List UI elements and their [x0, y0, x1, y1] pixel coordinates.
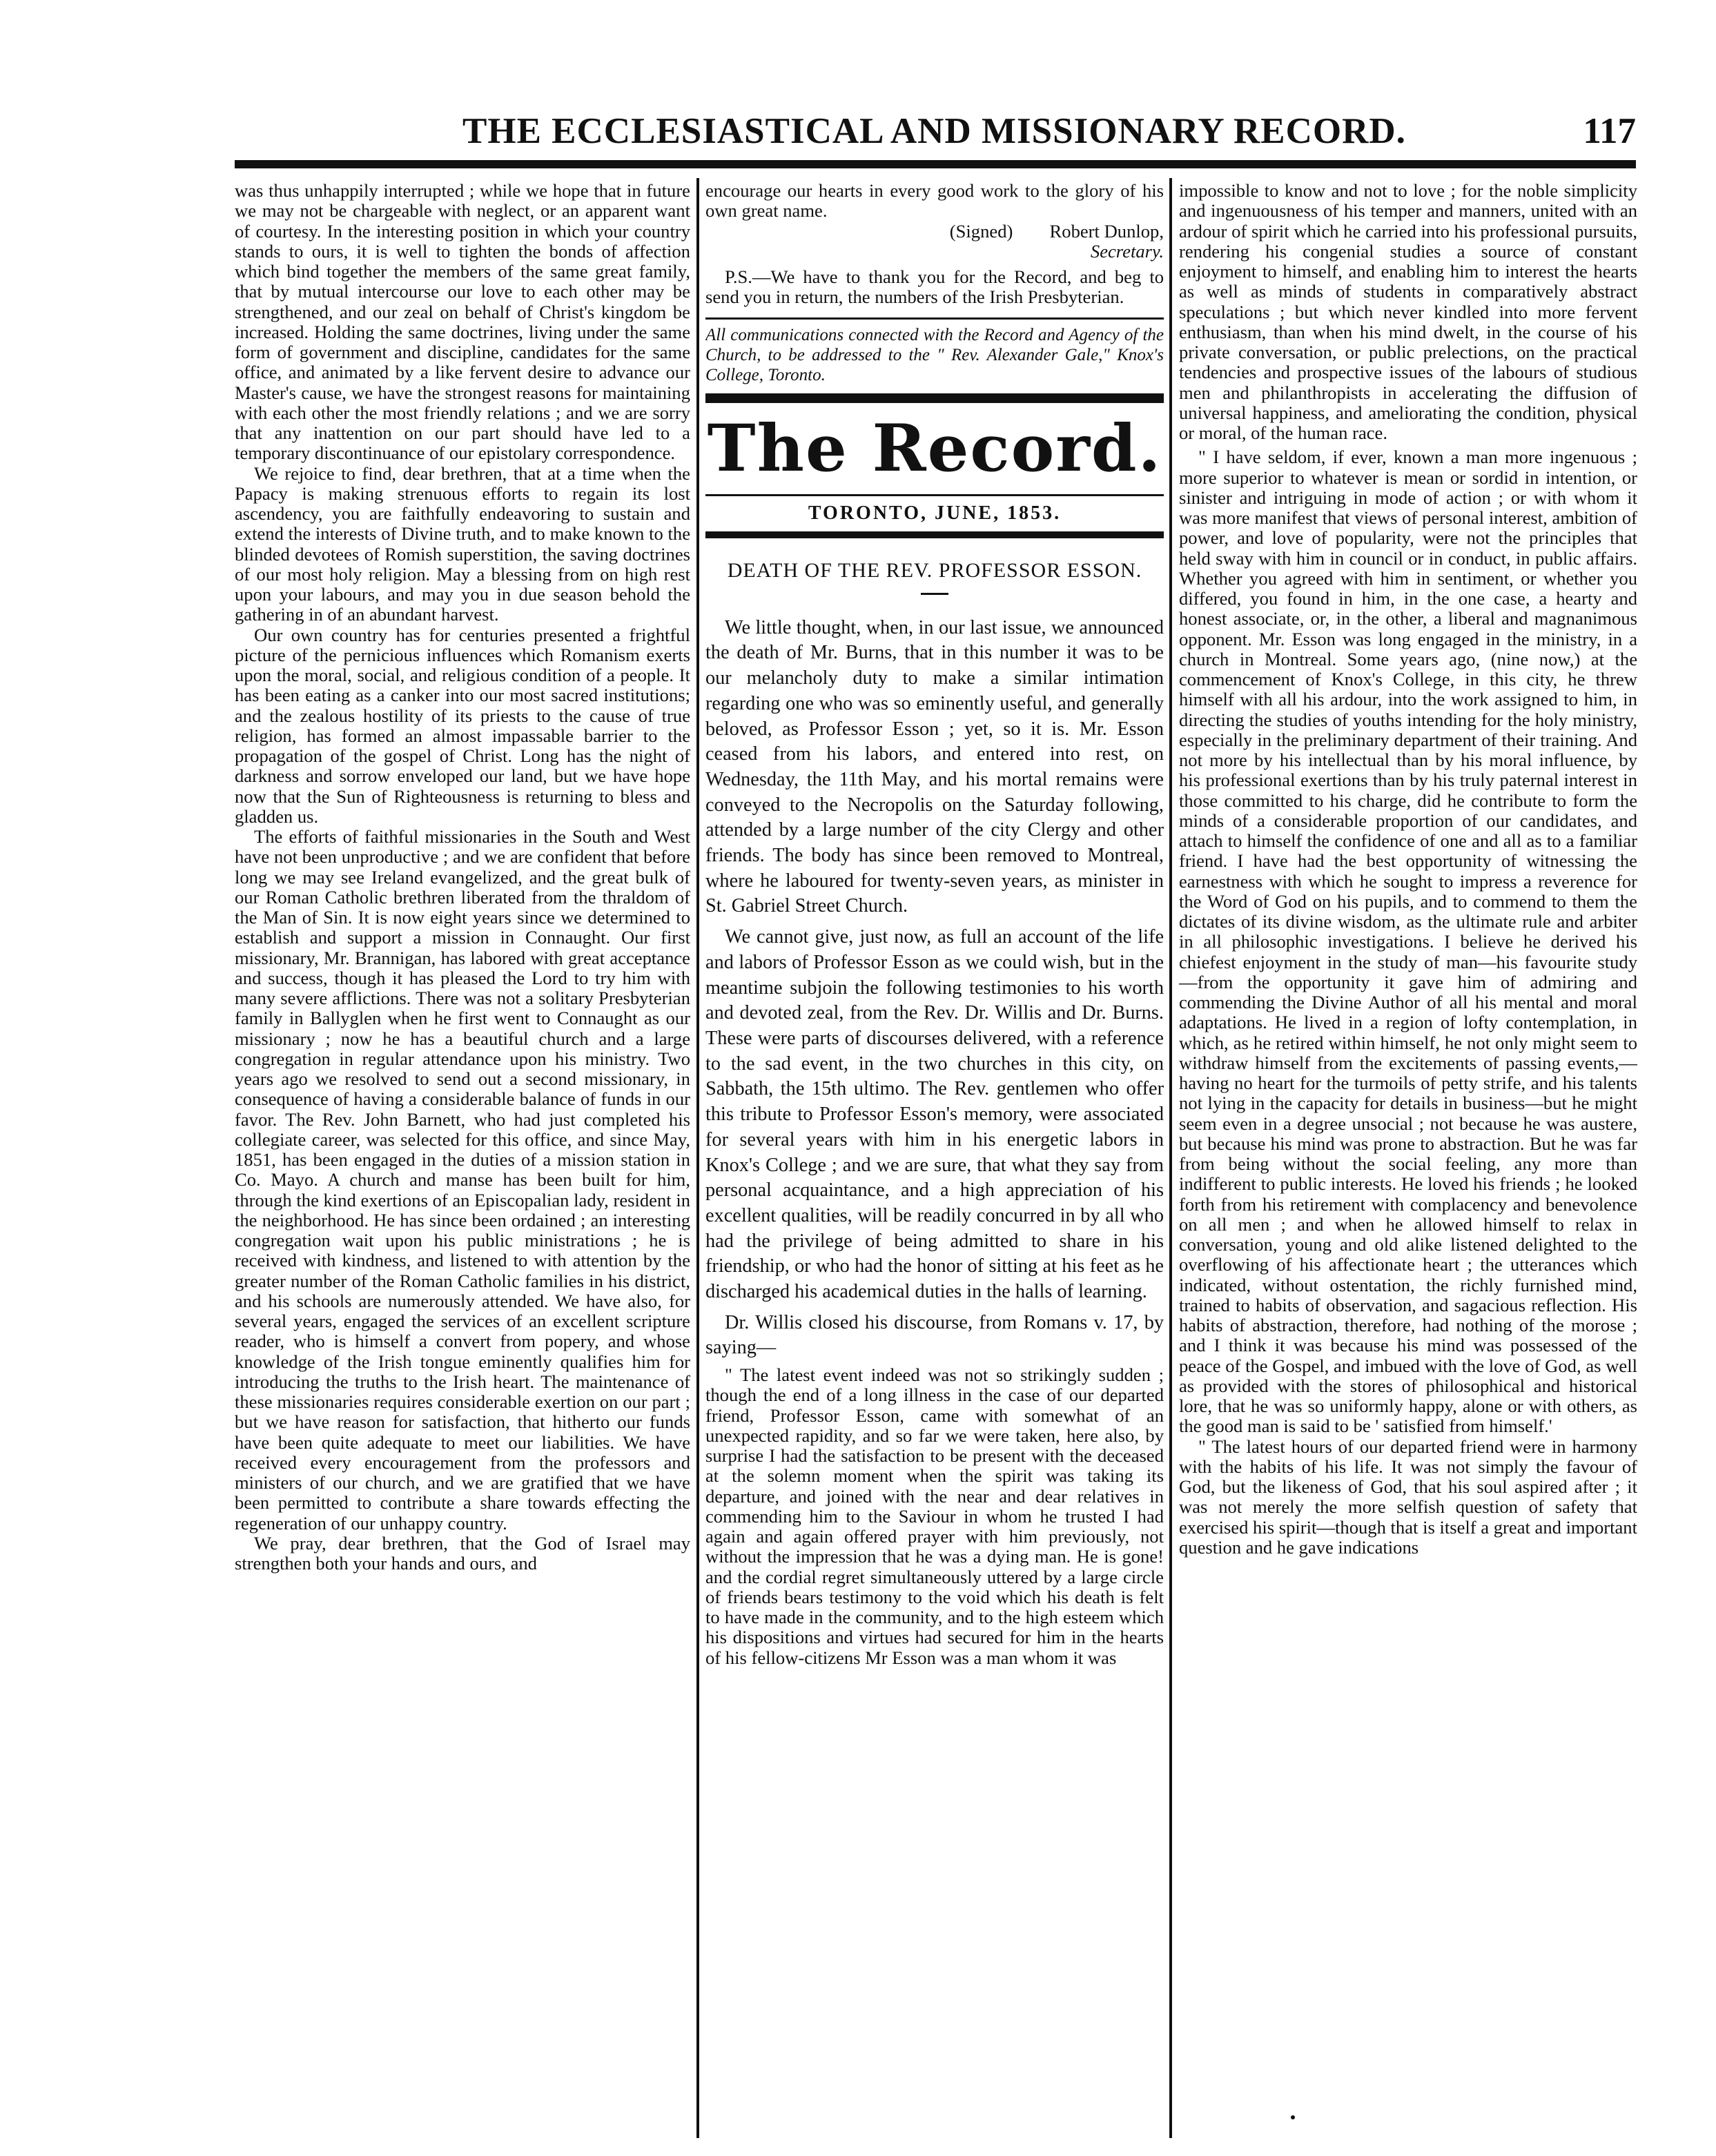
signature: (Signed) Robert Dunlop,: [949, 220, 1164, 242]
print-mark: [1291, 2115, 1295, 2119]
header-rule: [235, 160, 1636, 168]
dateline: TORONTO, JUNE, 1853.: [808, 502, 1062, 524]
paragraph: " The latest hours of our departed friend were in harmony with the habits of his life. It was not simply the favour of God, but the likeness of God, that his soul aspired after ; it was not merely the more selfish question of safety that exercised his spirit—though that is itself a great and important question and he gave indications: [1179, 1435, 1637, 1558]
quotation: [705, 1365, 1164, 1668]
column-rule-1: [696, 178, 699, 2138]
paragraph: We rejoice to find, dear brethren, that at a time when the Papacy is making strenuous efforts to regain its lost ascendency, you are faithfully endeavoring to sustain and extend the interests of Divine truth, and to make known to the blinded devotees of Romish superstition, the saving doctrines of our most holy religion. May a blessing from on high rest upon your labours, and may you in due season behold the gathering in of an abundant harvest.: [235, 462, 690, 625]
paragraph: The efforts of faithful missionaries in the South and West have not been unproductive ; and we are confident that before long we may see Ireland evangelized, and the great bulk of our Roman Catholic brethren liberated from the thraldom of the Man of Sin. It is now eight years since we determined to establish and support a mission in Connaught. Our first missionary, Mr. Brannigan, has labored with great acceptance and success, though it has pleased the Lord to try him with many severe afflictions. There was not a solitary Presbyterian family in Ballyglen when he first went to Connaught as our missionary ; now he has a beautiful church and a large congregation in regular attendance upon his ministry. Two years ago we resolved to send out a second missionary, in consequence of having a considerable balance of funds in our favor. The Rev. John Barnett, who had just completed his collegiate career, was selected for this office, and since May, 1851, has been engaged in the duties of a mission station in Co. Mayo. A church and manse has been built for him, through the kind exertions of an Episcopalian lady, resident in the neighborhood. He has since been ordained ; an interesting congregation wait upon his public ministrations ; he is received with kindness, and listened to with attention by the greater number of the Roman Catholic families in his district, and his schools are numerously attended. We have also, for several years, engaged the services of an excellent scripture reader, who is himself a convert from popery, and whose knowledge of the Irish tongue eminently qualifies him for introducing the truths to the Irish heart. The maintenance of these missionaries requires considerable exertion on our part ; but we have reason for satisfaction, that hitherto our funds have been quite adequate to meet our liabilities. We have received every encouragement from the professors and ministers of our church, and we are gratified that we have been permitted to contribute a share towards effecting the regeneration of our unhappy country.: [235, 826, 690, 1533]
paragraph: We cannot give, just now, as full an account of the life and labors of Professor Esson as we could wish, but in the meantime subjoin the following testimonies to his worth and devoted zeal, from the Rev. Dr. Willis and Dr. Burns. These were parts of discourses delivered, with a reference to the sad event, in the two churches in this city, on Sabbath, the 15th ultimo. The Rev. gentlemen who offer this tribute to Professor Esson's memory, were associated for several years with him in his energetic labors in Knox's College ; and we are sure, that what they say from personal acquaintance, and a high appreciation of his excellent qualities, will be readily concurred in by all who had the privilege of being admitted to share in his friendship, or who had the honor of sitting at his feet as he discharged his academical duties in the halls of learning.: [705, 926, 1164, 1303]
article-body: [705, 616, 1164, 1361]
masthead-rule: [705, 494, 1164, 496]
paragraph: Our own country has for centuries presented a frightful picture of the pernicious influences which Romanism exerts upon the moral, social, and religious condition of a people. It has been eating as a canker into our most sacred institutions; and the zealous hostility of its priests to the cause of true religion, has formed an almost impassable barrier to the propagation of the gospel of Christ. Long has the night of darkness and sorrow enveloped our land, but we have hope now that the Sun of Righteousness is returning to bless and gladden us.: [235, 624, 690, 827]
column-1: [235, 181, 690, 2134]
column-2: [705, 181, 1164, 2134]
paragraph: We pray, dear brethren, that the God of Israel may strengthen both your hands and ours, and: [235, 1532, 690, 1574]
paragraph: was thus unhappily interrupted ; while we hope that in future we may not be chargeable with neglect, or an apparent want of courtesy. In the interesting position in which your country stands to ours, it is well to tighten the bonds of affection which bind together the members of the same great family, that by mutual intercourse our love to each other may be strengthened, and our zeal on behalf of Christ's kingdom be increased. Holding the same doctrines, living under the same form of government and discipline, candidates for the same office, and animated by a like fervent desire to advance our Master's cause, we have the strongest reasons for maintaining with each other the most friendly relations ; and we are sorry that any inattention on our part should have led to a temporary discontinuance of our epistolary correspondence.: [235, 181, 690, 464]
signature-title: Secretary.: [1090, 240, 1164, 262]
column-rule-2: [1169, 178, 1172, 2138]
paragraph: " I have seldom, if ever, known a man more ingenuous ; more superior to whatever is mean or sordid in intention, or sinister and intriguing in mode of action ; or with whom it was more manifest that views of personal interest, ambition of power, and love of popularity, were not the principles that held sway with him in council or in conduct, in public affairs. Whether you agreed with him in sentiment, or whether you differed, you found in him, in the one case, a hearty and honest associate, or, in the other, a liberal and magnanimous opponent. Mr. Esson was long engaged in the ministry, in a church in Montreal. Some years ago, (nine now,) at the commencement of Knox's College, in this city, he threw himself with all his ardour, into the work assigned to him, in directing the studies of youths intending for the holy ministry, especially in the preliminary department of their training. And not more by his intellectual than by his moral influence, by his professional exertions than by his truly paternal interest in those committed to his charge, did he contribute to form the minds of a considerable proportion of our candidates, and attach to himself the confidence of one and all as to a familiar friend. I have had the best opportunity of witnessing the earnestness with which he sought to impress a reverence for the Word of God on his pupils, and to commend to them the dictates of its divine wisdom, as the ultimate rule and arbiter in all philosophic investigations. I believe he derived his chiefest enjoyment in the study of man—his favourite study—from the opportunity it gave him of admiring and commending the Divine Author of all his mental and moral adaptations. He lived in a region of lofty contemplation, in which, as he retired within himself, he not only might seem to withdraw himself from the excitements of passing events,—having no heart for the turmoils of petty strife, and his talents not lying in the capacity for details in business—but he might seem even in a degree unsocial ; not because he was austere, but because his mind was prone to abstraction. But he was far from being without the social feeling, any more than indifferent to public interests. He loved his friends ; he looked forth from his retirement with complacency and benevolence on all men ; and when he allowed himself to relax in conversation, young and old alike listened delighted to the overflowing of his affectionate heart ; the utterances which indicated, without ostentation, the richly furnished mind, trained to habits of observation, and sagacious reflection. His habits of abstraction, therefore, had nothing of the morose ; and I think it was because his mind was possessed of the peace of the Gospel, and imbued with the love of God, as well as provided with the stores of philosophical and historical lore, that he was so uniformly happy, alone or with others, as the good man is said to be ' satisfied from himself.': [1179, 447, 1637, 1437]
journal-title: THE ECCLESIASTICAL AND MISSIONARY RECORD.: [462, 111, 1406, 151]
article-title: DEATH OF THE REV. PROFESSOR ESSON.: [727, 558, 1142, 582]
dateline-rule: [705, 531, 1164, 538]
title-rule: [921, 593, 948, 595]
letter-closing: encourage our hearts in every good work to the glory of his own great name.: [705, 181, 1164, 222]
masthead-rule-top: [705, 393, 1164, 403]
column-3: [1179, 181, 1637, 2134]
paragraph: impossible to know and not to love ; for the noble simplicity and ingenuousness of his temper and manners, united with an ardour of spirit which he carried into his professional pursuits, rendering his congenial studies a source of constant enjoyment to himself, and enabling him to interest the hearts as well as minds of students in comparatively abstract speculations ; but which never kindled into more fervent enthusiasm, than when his mind dwelt, in the course of his private conversation, or public prelections, on the practical tendencies and prospective issues of the labours of studious men and philanthropists in accelerating the diffusion of universal happiness, and ameliorating the condition, physical or moral, of the human race.: [1179, 181, 1637, 443]
notice: All communications connected with the Record and Agency of the Church, to be addressed to the " Rev. Alexander Gale," Knox's College, Toronto.: [705, 317, 1164, 385]
paragraph: Dr. Willis closed his discourse, from Romans v. 17, by saying—: [705, 1311, 1164, 1359]
paragraph: We little thought, when, in our last issue, we announced the death of Mr. Burns, that in this number it was to be our melancholy duty to make a similar intimation regarding one who was so eminently useful, and generally beloved, as Professor Esson ; yet, so it is. Mr. Esson ceased from his labors, and entered into rest, on Wednesday, the 11th May, and his mortal remains were conveyed to the Necropolis on the Saturday following, attended by a large number of the city Clergy and other friends. The body has since been removed to Montreal, where he laboured for twenty-seven years, as minister in St. Gabriel Street Church.: [705, 616, 1164, 917]
postscript: P.S.—We have to thank you for the Record, and beg to send you in return, the numbers of the Irish Presbyterian.: [705, 266, 1164, 308]
masthead: The Record.: [707, 410, 1162, 487]
paragraph: " The latest event indeed was not so strikingly sudden ; though the end of a long illness in the case of our departed friend, Professor Esson, came with somewhat of an unexpected rapidity, and so far we were taken, here also, by surprise I had the satisfaction to be present with the deceased at the solemn moment when the spirit was taking its departure, and joined with the near and dear relatives in commending him to the Saviour in whom he trusted I had again and again offered prayer with him previously, not without the impression that he was a dying man. He is gone! and the cordial regret simultaneously uttered by a large circle of friends bears testimony to the void which his death is felt to have made in the community, and to the high esteem which his dispositions and virtues had secured for him in the hearts of his fellow-citizens Mr Esson was a man whom it was: [705, 1364, 1164, 1668]
page-number: 117: [1583, 111, 1636, 151]
running-header: [228, 110, 1636, 166]
